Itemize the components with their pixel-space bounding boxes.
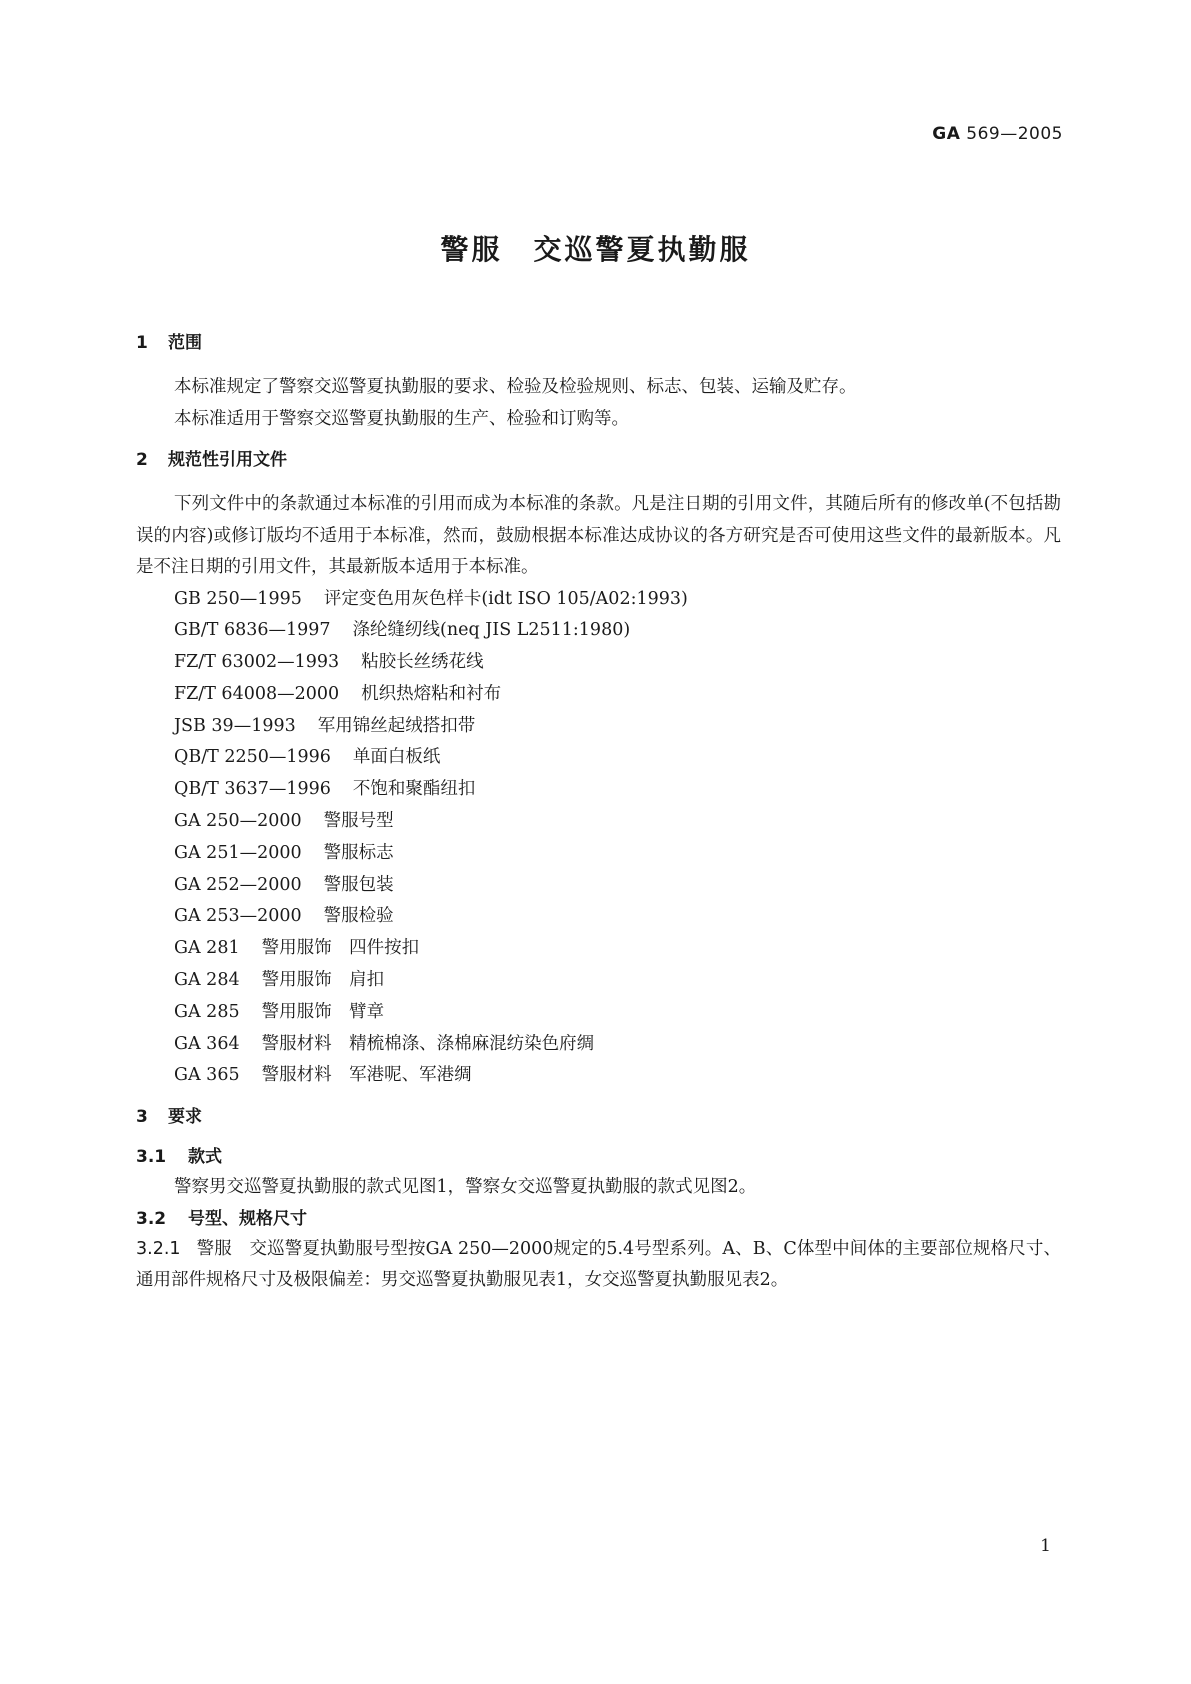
reference-code: FZ/T 64008—2000 (174, 683, 340, 704)
reference-title: 警服包装 (323, 874, 394, 895)
section-2-heading (136, 445, 1061, 475)
reference-title: 评定变色用灰色样卡(idt ISO 105/A02:1993) (323, 588, 688, 609)
reference-title: 警服检验 (323, 906, 394, 927)
reference-code: FZ/T 63002—1993 (174, 652, 340, 673)
reference-code: GA 285 (174, 1001, 240, 1022)
reference-item (136, 742, 1061, 774)
reference-code: GA 251—2000 (174, 842, 302, 863)
document-body (136, 328, 1061, 1297)
reference-item (136, 933, 1061, 965)
reference-title: 警用服饰 四件按扣 (261, 938, 420, 959)
reference-item (136, 1060, 1061, 1092)
reference-item (136, 901, 1061, 933)
reference-item (136, 806, 1061, 838)
reference-code: GA 281 (174, 938, 240, 959)
reference-item (136, 997, 1061, 1029)
reference-item (136, 679, 1061, 711)
reference-item (136, 711, 1061, 743)
section-title: 规范性引用文件 (168, 450, 287, 470)
paragraph: 本标准适用于警察交巡警夏执勤服的生产、检验和订购等。 (174, 408, 629, 429)
reference-item (136, 647, 1061, 679)
reference-item (136, 965, 1061, 997)
reference-item (136, 838, 1061, 870)
reference-code: GA 365 (174, 1065, 240, 1086)
section-title: 号型、规格尺寸 (188, 1208, 307, 1229)
reference-item (136, 615, 1061, 647)
reference-title: 警用服饰 肩扣 (261, 970, 385, 991)
reference-item (136, 1029, 1061, 1061)
paragraph: 本标准规定了警察交巡警夏执勤服的要求、检验及检验规则、标志、包装、运输及贮存。 (174, 377, 857, 397)
reference-item (136, 774, 1061, 806)
section-title: 范围 (168, 333, 202, 353)
reference-code: QB/T 3637—1996 (174, 779, 331, 800)
section-number: 3.2 (136, 1208, 167, 1229)
reference-title: 警服号型 (323, 811, 394, 832)
reference-title: 军用锦丝起绒搭扣带 (317, 715, 476, 736)
reference-code: GA 364 (174, 1033, 240, 1054)
reference-code: GB/T 6836—1997 (174, 620, 331, 641)
reference-title: 警用服饰 臂章 (261, 1001, 385, 1022)
reference-item (136, 584, 1061, 616)
reference-title: 涤纶缝纫线(neq JIS L2511:1980) (352, 620, 631, 641)
section-number: 3 (136, 1107, 148, 1128)
section-number: 3.1 (136, 1147, 167, 1168)
document-title: 警服 交巡警夏执勤服 (440, 233, 751, 266)
reference-item (136, 870, 1061, 902)
reference-list (136, 584, 1061, 1093)
section-1-heading (136, 328, 1061, 358)
reference-title: 不饱和聚酯纽扣 (352, 779, 476, 800)
section-number: 2 (136, 450, 148, 470)
reference-code: GA 253—2000 (174, 906, 302, 927)
reference-title: 警服材料 精梳棉涤、涤棉麻混纺染色府绸 (261, 1033, 595, 1054)
reference-code: GA 252—2000 (174, 874, 302, 895)
reference-code: GA 250—2000 (174, 811, 302, 832)
clause-3-2-1 (136, 1234, 1061, 1297)
section-3-1-heading (136, 1142, 1061, 1172)
standard-code-prefix: GA (932, 124, 961, 144)
paragraph: 下列文件中的条款通过本标准的引用而成为本标准的条款。凡是注日期的引用文件，其随后所有的修改单(不包括勘误的内容)或修订版均不适用于本标准，然而，鼓励根据本标准达成协议的各方研究是否可使用这些文件的最新版本。凡是不注日期的引用文件，其最新版本适用于本标准。 (136, 494, 1061, 577)
section-title: 款式 (188, 1147, 222, 1168)
section-title: 要求 (168, 1107, 202, 1128)
section-3-2-heading (136, 1204, 1061, 1234)
reference-title: 警服标志 (323, 842, 394, 863)
standard-code-number: 569—2005 (966, 124, 1063, 144)
standard-code (932, 124, 1063, 144)
paragraph: 警察男交巡警夏执勤服的款式见图1，警察女交巡警夏执勤服的款式见图2。 (174, 1177, 757, 1198)
reference-title: 粘胶长丝绣花线 (361, 652, 484, 673)
clause-text: 警服 交巡警夏执勤服号型按GA 250—2000规定的5.4号型系列。A、B、C体型中间体的主要部位规格尺寸、通用部件规格尺寸及极限偏差：男交巡警夏执勤服见表1，女交巡警夏执勤服见表2。 (136, 1238, 1061, 1291)
reference-code: GB 250—1995 (174, 588, 302, 609)
reference-code: QB/T 2250—1996 (174, 747, 331, 768)
reference-title: 机织热熔粘和衬布 (361, 683, 502, 704)
section-3-heading (136, 1102, 1061, 1132)
reference-code: JSB 39—1993 (174, 715, 296, 736)
reference-title: 单面白板纸 (352, 747, 441, 768)
section-number: 1 (136, 333, 148, 353)
page-number: 1 (1040, 1536, 1051, 1556)
reference-code: GA 284 (174, 970, 240, 991)
reference-title: 警服材料 军港呢、军港绸 (261, 1065, 472, 1086)
clause-number: 3.2.1 (136, 1238, 181, 1259)
